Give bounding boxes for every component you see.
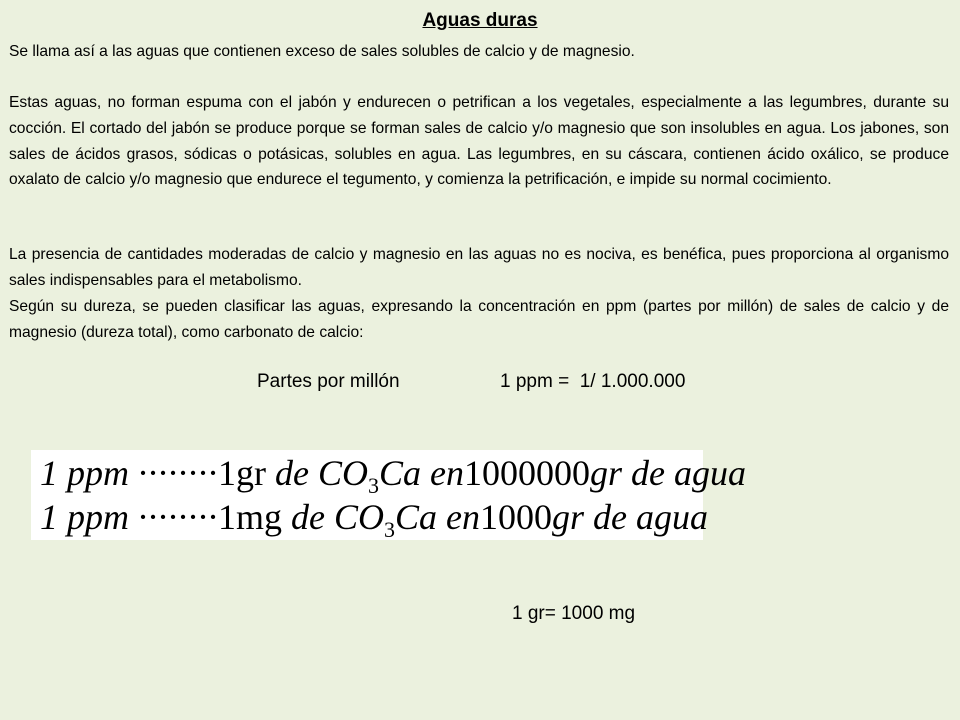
formula-rest: de agua	[631, 453, 746, 493]
formula-solvent-amount: 1000000	[464, 453, 590, 493]
formula-solvent-unit: gr	[552, 497, 585, 537]
formula-in: en	[446, 497, 481, 537]
formula-dots: ········	[138, 453, 218, 493]
formula-amount: 1gr	[218, 453, 266, 493]
paragraph-moderate-presence: La presencia de cantidades moderadas de calcio y magnesio en las aguas no es nociva, es benéfica, pues proporciona al organismo sales indispensables para el metabolismo.	[9, 246, 949, 289]
formula-solvent-unit: gr	[590, 453, 623, 493]
paragraph-classification: Según su dureza, se pueden clasificar las aguas, expresando la concentración en ppm (partes por millón) de sales de calcio y de magnesio (dureza total), como carbonato de calcio:	[9, 298, 949, 341]
formula-of: de	[291, 497, 325, 537]
formula-amount: 1mg	[218, 497, 283, 537]
unit-conversion: 1 gr= 1000 mg	[512, 603, 636, 624]
formula-lhs: 1 ppm	[40, 497, 129, 537]
formula-image	[31, 450, 746, 542]
formula-line	[40, 452, 746, 498]
formula-lhs: 1 ppm	[40, 453, 129, 493]
formula-solvent-amount: 1000	[480, 497, 553, 537]
paragraph-intro: Se llama así a las aguas que contienen exceso de sales solubles de calcio y de magnesio.	[9, 43, 635, 60]
formula-line	[40, 496, 709, 542]
formula-of: de	[275, 453, 309, 493]
formula-compound: $CO_3Ca$	[334, 497, 438, 542]
formula-dots: ········	[138, 497, 218, 537]
formula-rest: de agua	[593, 497, 709, 537]
paragraph-hardness-effects: Estas aguas, no forman espuma con el jabón y endurecen o petrifican a los vegetales, especialmente a las legumbres, durante su cocción. El cortado del jabón se produce porque se forman sales de calcio y/o magnesio que son insolubles en agua. Los jabones, son sales de ácidos grasos, sódicas o potásicas, solubles en agua. Las legumbres, en su cáscara, contienen ácido oxálico, se produce oxalato de calcio y/o magnesio que endurece el tegumento, y comienza la petrificación, e impide su normal cocimiento.	[9, 94, 949, 189]
formula-in: en	[430, 453, 464, 493]
ppm-equation: 1 ppm = 1/ 1.000.000	[500, 371, 686, 392]
slide-title: Aguas duras	[422, 10, 538, 31]
ppm-label: Partes por millón	[257, 371, 400, 392]
formula-compound: $CO_3Ca$	[317, 453, 422, 498]
